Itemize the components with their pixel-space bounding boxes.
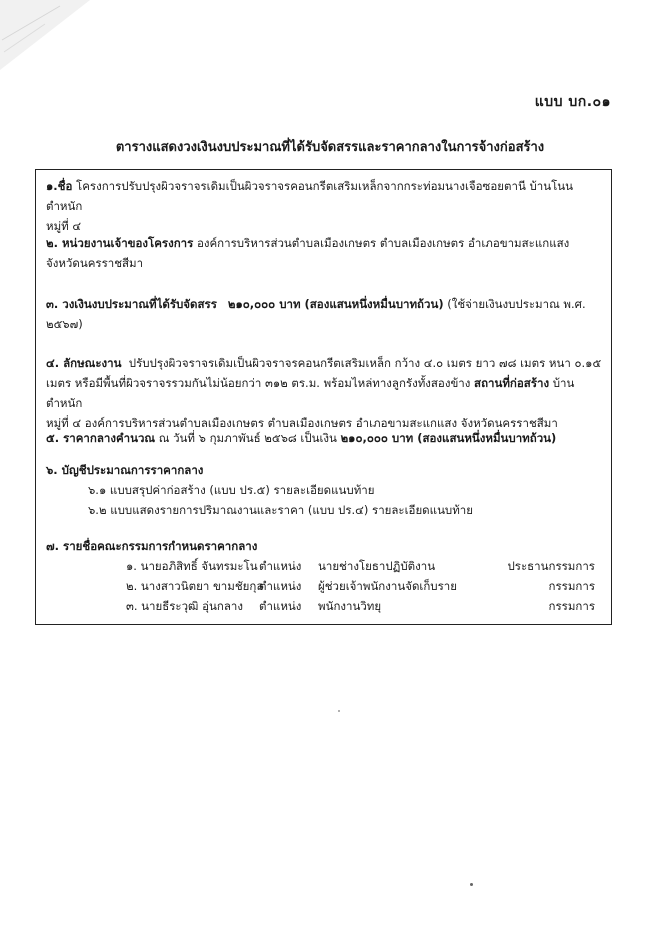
member-name: ๑. นายอภิสิทธิ์ จันทรมะโน [126, 559, 258, 573]
section-committee [46, 536, 603, 620]
section-5-label: ๕. ราคากลางคำนวณ [46, 431, 156, 445]
section-estimate [46, 460, 603, 520]
section-3-label: ๓. วงเงินงบประมาณที่ได้รับจัดสรร [46, 297, 217, 311]
form-code: แบบ บก.๐๑ [534, 94, 611, 110]
member-name: ๓. นายธีระวุฒิ อุ่นกลาง [126, 599, 243, 613]
member-role: ประธานกรรมการ [507, 559, 595, 573]
scan-artifact [0, 0, 90, 70]
section-budget [46, 294, 603, 334]
committee-row [46, 556, 603, 576]
budget-year-note: (ใช้จ่ายเงินงบประมาณ พ.ศ. [447, 297, 586, 311]
estimate-item-1: ๖.๑ แบบสรุปค่าก่อสร้าง (แบบ ปร.๕) รายละเอียดแนบท้าย [88, 483, 375, 497]
median-price-amount: ๒๑๐,๐๐๐ บาท (สองแสนหนึ่งหมื่นบาทถ้วน) [340, 431, 557, 445]
member-role: กรรมการ [548, 599, 595, 613]
committee-row [46, 576, 603, 596]
site-address: หมู่ที่ ๔ องค์การบริหารส่วนตำบลเมืองเกษตร ตำบลเมืองเกษตร อำเภอขามสะแกแสง จังหวัดนครราชสีมา [46, 416, 558, 430]
scan-speck [470, 883, 473, 886]
project-name: โครงการปรับปรุงผิวจราจรเดิมเป็นผิวจราจรคอนกรีตเสริมเหล็กจากกระท่อมนางเจือซอยตานี บ้านโนนตำหนัก [46, 179, 573, 213]
member-role: กรรมการ [548, 579, 595, 593]
site-label: สถานที่ก่อสร้าง [474, 376, 550, 390]
committee-row [46, 596, 603, 616]
section-owner [46, 233, 603, 273]
scan-speck [338, 710, 340, 712]
owner-province: จังหวัดนครราชสีมา [46, 256, 144, 270]
project-name-cont: หมู่ที่ ๔ [46, 219, 82, 233]
section-name [46, 176, 603, 236]
section-2-label: ๒. หน่วยงานเจ้าของโครงการ [46, 236, 194, 250]
section-1-label: ๑.ชื่อ [46, 179, 73, 193]
section-4-label: ๔. ลักษณะงาน [46, 356, 122, 370]
member-name: ๒. นางสาวนิตยา ขามชัยกุล [126, 579, 264, 593]
owner-agency: องค์การบริหารส่วนตำบลเมืองเกษตร ตำบลเมืองเกษตร อำเภอขามสะแกแสง [196, 236, 570, 250]
section-work [46, 353, 603, 433]
document-title: ตารางแสดงวงเงินงบประมาณที่ได้รับจัดสรรและราคากลางในการจ้างก่อสร้าง [115, 140, 545, 155]
section-6-label: ๖. บัญชีประมาณการราคากลาง [46, 463, 204, 477]
member-position: นายช่างโยธาปฏิบัติงาน [318, 559, 436, 573]
section-median-price [46, 428, 603, 448]
work-description-2: เมตร หรือมีพื้นที่ผิวจราจรรวมกันไม่น้อยกว่า ๓๑๒ ตร.ม. พร้อมไหล่ทางลูกรังทั้งสองข้าง [46, 376, 471, 390]
position-label: ตำแหน่ง [259, 579, 302, 593]
member-position: ผู้ช่วยเจ้าพนักงานจัดเก็บราย [318, 579, 457, 593]
position-label: ตำแหน่ง [259, 559, 302, 573]
member-position: พนักงานวิทยุ [318, 599, 382, 613]
work-description: ปรับปรุงผิวจราจรเดิมเป็นผิวจราจรคอนกรีตเสริมเหล็ก กว้าง ๔.๐ เมตร ยาว ๗๘ เมตร หนา ๐.๑๕ [128, 356, 602, 370]
position-label: ตำแหน่ง [259, 599, 302, 613]
site-village: บ้านตำหนัก [46, 376, 575, 410]
median-price-date: ณ วันที่ ๖ กุมภาพันธ์ ๒๕๖๘ เป็นเงิน [158, 431, 337, 445]
budget-year: ๒๕๖๗) [46, 317, 83, 331]
section-7-label: ๗. รายชื่อคณะกรรมการกำหนดราคากลาง [46, 539, 258, 553]
content-frame [35, 169, 612, 625]
budget-amount: ๒๑๐,๐๐๐ บาท (สองแสนหนึ่งหมื่นบาทถ้วน) [227, 297, 444, 311]
estimate-item-2: ๖.๒ แบบแสดงรายการปริมาณงานและราคา (แบบ ปร.๔) รายละเอียดแนบท้าย [88, 503, 474, 517]
